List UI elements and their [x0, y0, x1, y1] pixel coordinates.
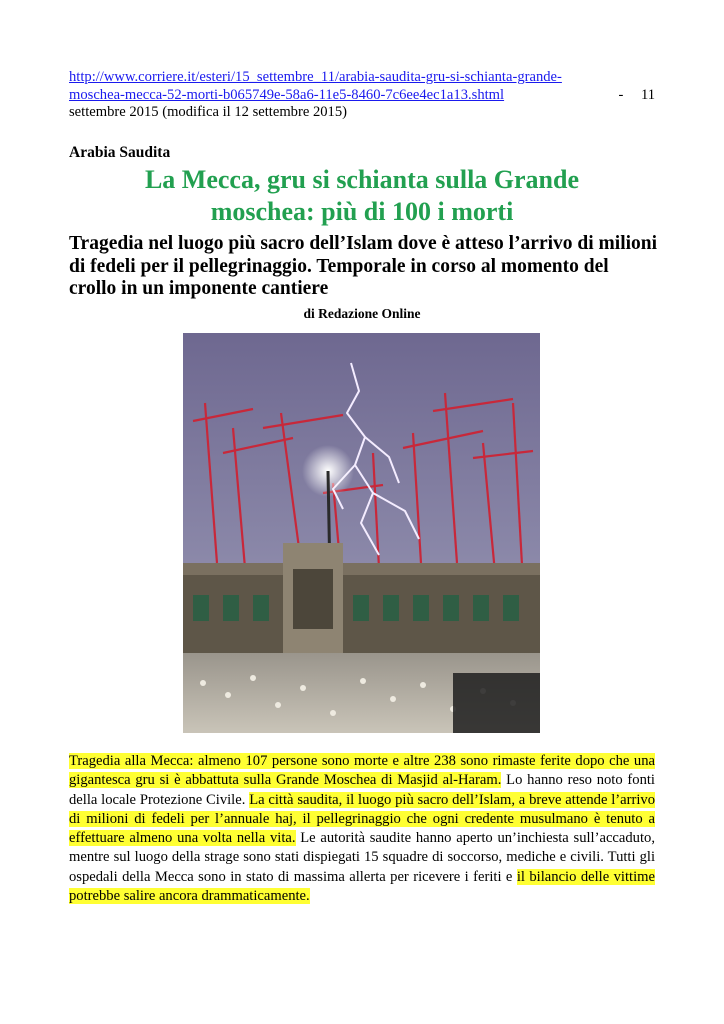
section-kicker: Arabia Saudita [69, 144, 171, 161]
headline-line2: moschea: più di 100 i morti [210, 197, 514, 226]
body-text-2: Lo hanno reso noto fonti della locale Protezione Civile. [69, 772, 655, 808]
source-date: settembre 2015 (modifica il 12 settembre 2015) [69, 104, 348, 120]
source-url-line2[interactable]: moschea-mecca-52-morti-b065749e-58a6-11e5-8460-7c6ee4ec1a13.shtml [69, 86, 505, 103]
body-highlight-6: il bilancio delle vittime potrebbe salire ancora drammaticamente. [69, 868, 655, 905]
body-highlight-1: Tragedia alla Mecca: almeno 107 persone sono morte e altre 238 sono rimaste ferite dopo che una gigantesca gru si è abbattuta sulla Grande Moschea di Masjid al-Haram. [69, 753, 655, 789]
article-body [69, 752, 655, 906]
headline-line1: La Mecca, gru si schianta sulla Grande [144, 165, 580, 194]
body-highlight-4: La città saudita, il luogo più sacro dell’Islam, a breve attende l’arrivo di milioni di fedeli per l’annuale haj, il pellegrinaggio che ogni credente musulmano è tenuto a effettuare almeno una volta nella vita. [69, 791, 656, 847]
headline [69, 164, 655, 228]
subheadline: Tragedia nel luogo più sacro dell’Islam dove è atteso l’arrivo di milioni di fedeli per il pellegrinaggio. Temporale in corso al momento del crollo in un imponente cantiere [69, 233, 658, 299]
article-photo [183, 333, 540, 733]
source-url-line1[interactable]: http://www.corriere.it/esteri/15_settembre_11/arabia-saudita-gru-si-schianta-grande- [69, 69, 562, 85]
source-day: 11 [640, 86, 655, 103]
source-reference [69, 69, 655, 122]
byline: di Redazione Online [303, 306, 421, 321]
body-text-5: Le autorità saudite hanno aperto un’inchiesta sull’accaduto, mentre sul luogo della strage sono stati dispiegati 15 squadre di soccorso, mediche e civili. Tutti gli ospedali della Mecca sono in stato di massima allerta per ricevere i feriti e [69, 830, 655, 885]
source-dash: - [618, 86, 624, 103]
